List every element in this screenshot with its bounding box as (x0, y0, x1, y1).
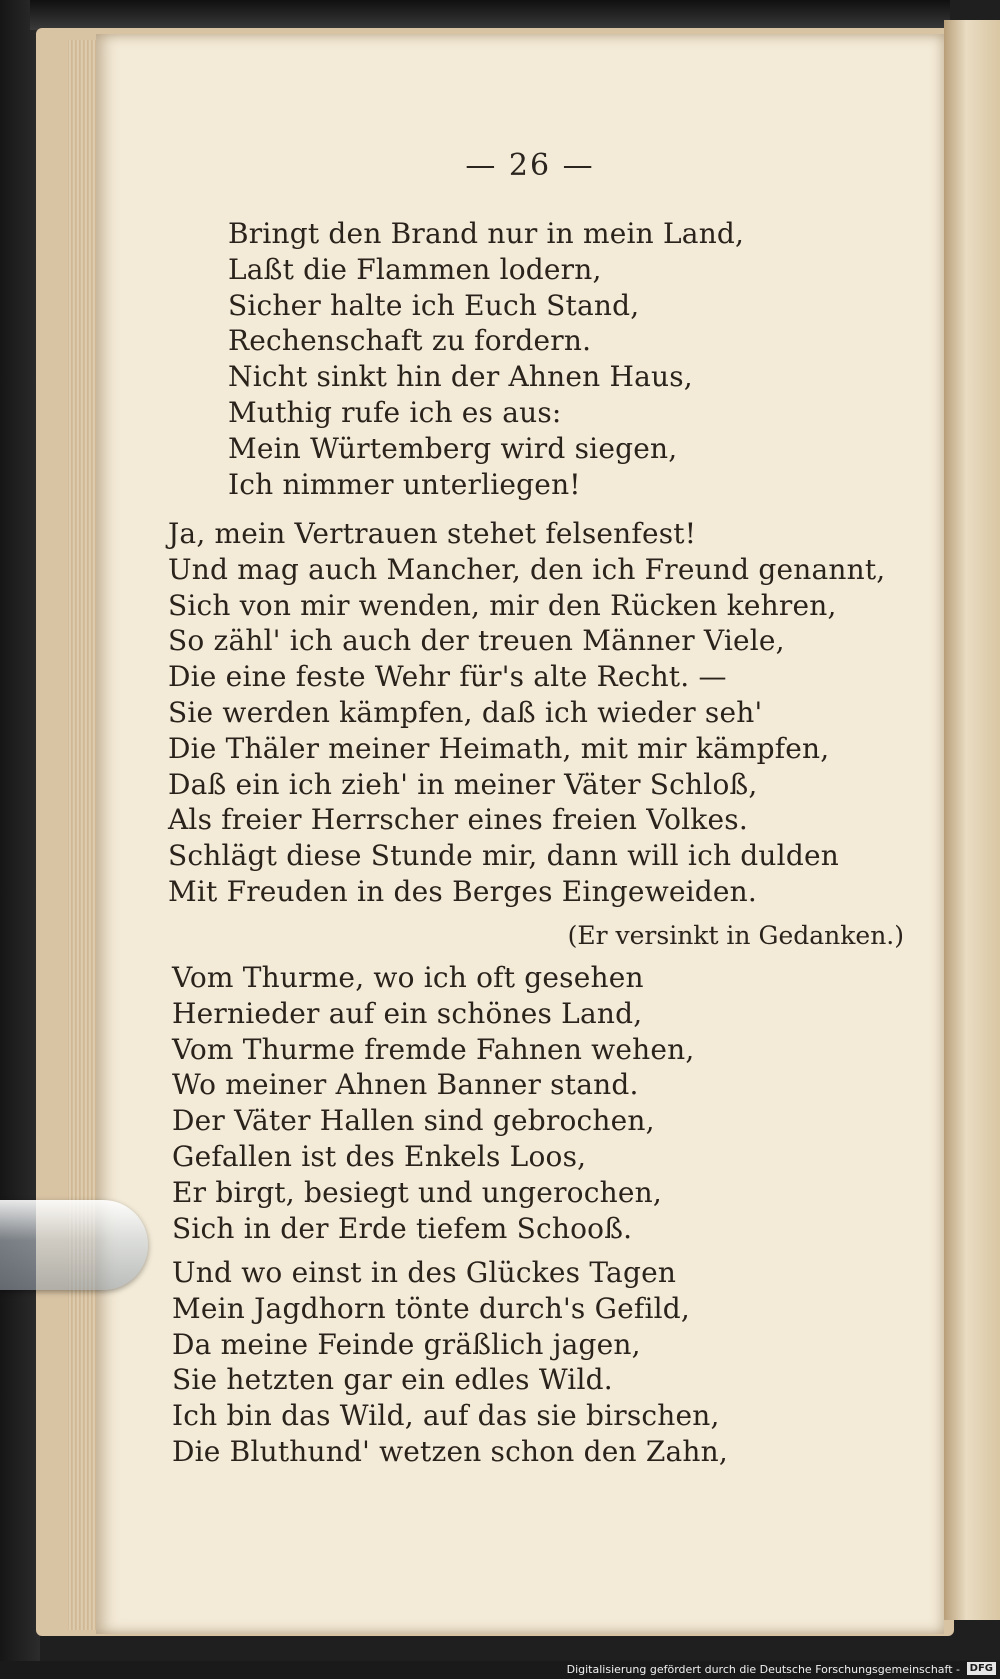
verse-line: Ja, mein Vertrauen stehet felsenfest! (168, 517, 697, 550)
verse-line: Sie werden kämpfen, daß ich wieder seh' (168, 695, 763, 729)
verse-line: Die eine feste Wehr für's alte Recht. — (168, 660, 727, 694)
verse-line: Sich von mir wenden, mir den Rücken kehren, (168, 588, 837, 622)
page-clip (0, 1200, 148, 1290)
digitization-credit: Digitalisierung gefördert durch die Deutsche Forschungsgemeinschaft - (566, 1663, 960, 1676)
verse-line: Ich nimmer unterliegen! (228, 467, 581, 501)
verse-line: Wo meiner Ahnen Banner stand. (172, 1068, 639, 1102)
book-cover-top (30, 0, 950, 30)
verse-line: Vom Thurme fremde Fahnen wehen, (172, 1032, 695, 1066)
verse-line: Die Bluthund' wetzen schon den Zahn, (172, 1434, 728, 1468)
verse-line: Ich bin das Wild, auf das sie birschen, (172, 1399, 720, 1433)
verse-line: Bringt den Brand nur in mein Land, (228, 217, 745, 250)
verse-line: Da meine Feinde gräßlich jagen, (172, 1327, 641, 1361)
verse-line: Sich in der Erde tiefem Schooß. (172, 1211, 633, 1245)
stanza-3 (172, 960, 694, 1246)
stanza-1 (228, 216, 744, 502)
verse-line: Die Thäler meiner Heimath, mit mir kämpfen, (168, 731, 830, 765)
verse-line: Sicher halte ich Euch Stand, (228, 288, 640, 322)
verse-line: Mein Würtemberg wird siegen, (228, 431, 678, 465)
verse-line: Vom Thurme, wo ich oft gesehen (172, 961, 644, 994)
page-number: — 26 — (465, 148, 595, 183)
verse-line: Schlägt diese Stunde mir, dann will ich dulden (168, 839, 839, 873)
verse-line: Gefallen ist des Enkels Loos, (172, 1139, 587, 1173)
verse-line: Mein Jagdhorn tönte durch's Gefild, (172, 1291, 691, 1325)
verse-line: Daß ein ich zieh' in meiner Väter Schloß, (168, 767, 758, 801)
stanza-4 (172, 1255, 728, 1470)
stage-direction: (Er versinkt in Gedanken.) (567, 921, 904, 950)
verse-line: Laßt die Flammen lodern, (228, 252, 602, 286)
book-cover-edge (0, 0, 40, 1679)
right-page-leaf (944, 20, 1000, 1620)
verse-line: Und wo einst in des Glückes Tagen (172, 1256, 677, 1289)
verse-line: So zähl' ich auch der treuen Männer Viele, (168, 624, 785, 658)
verse-line: Muthig rufe ich es aus: (228, 395, 562, 429)
verse-line: Hernieder auf ein schönes Land, (172, 996, 643, 1030)
verse-line: Mit Freuden in des Berges Eingeweiden. (168, 874, 758, 908)
verse-line: Rechenschaft zu fordern. (228, 324, 592, 358)
dfg-logo: DFG (967, 1662, 996, 1675)
verse-line: Der Väter Hallen sind gebrochen, (172, 1104, 655, 1138)
verse-line: Nicht sinkt hin der Ahnen Haus, (228, 360, 693, 394)
verse-line: Und mag auch Mancher, den ich Freund genannt, (168, 552, 886, 586)
verse-line: Er birgt, besiegt und ungerochen, (172, 1175, 662, 1209)
verse-line: Als freier Herrscher eines freien Volkes. (168, 803, 748, 837)
stanza-2 (168, 516, 885, 910)
verse-line: Sie hetzten gar ein edles Wild. (172, 1363, 613, 1397)
